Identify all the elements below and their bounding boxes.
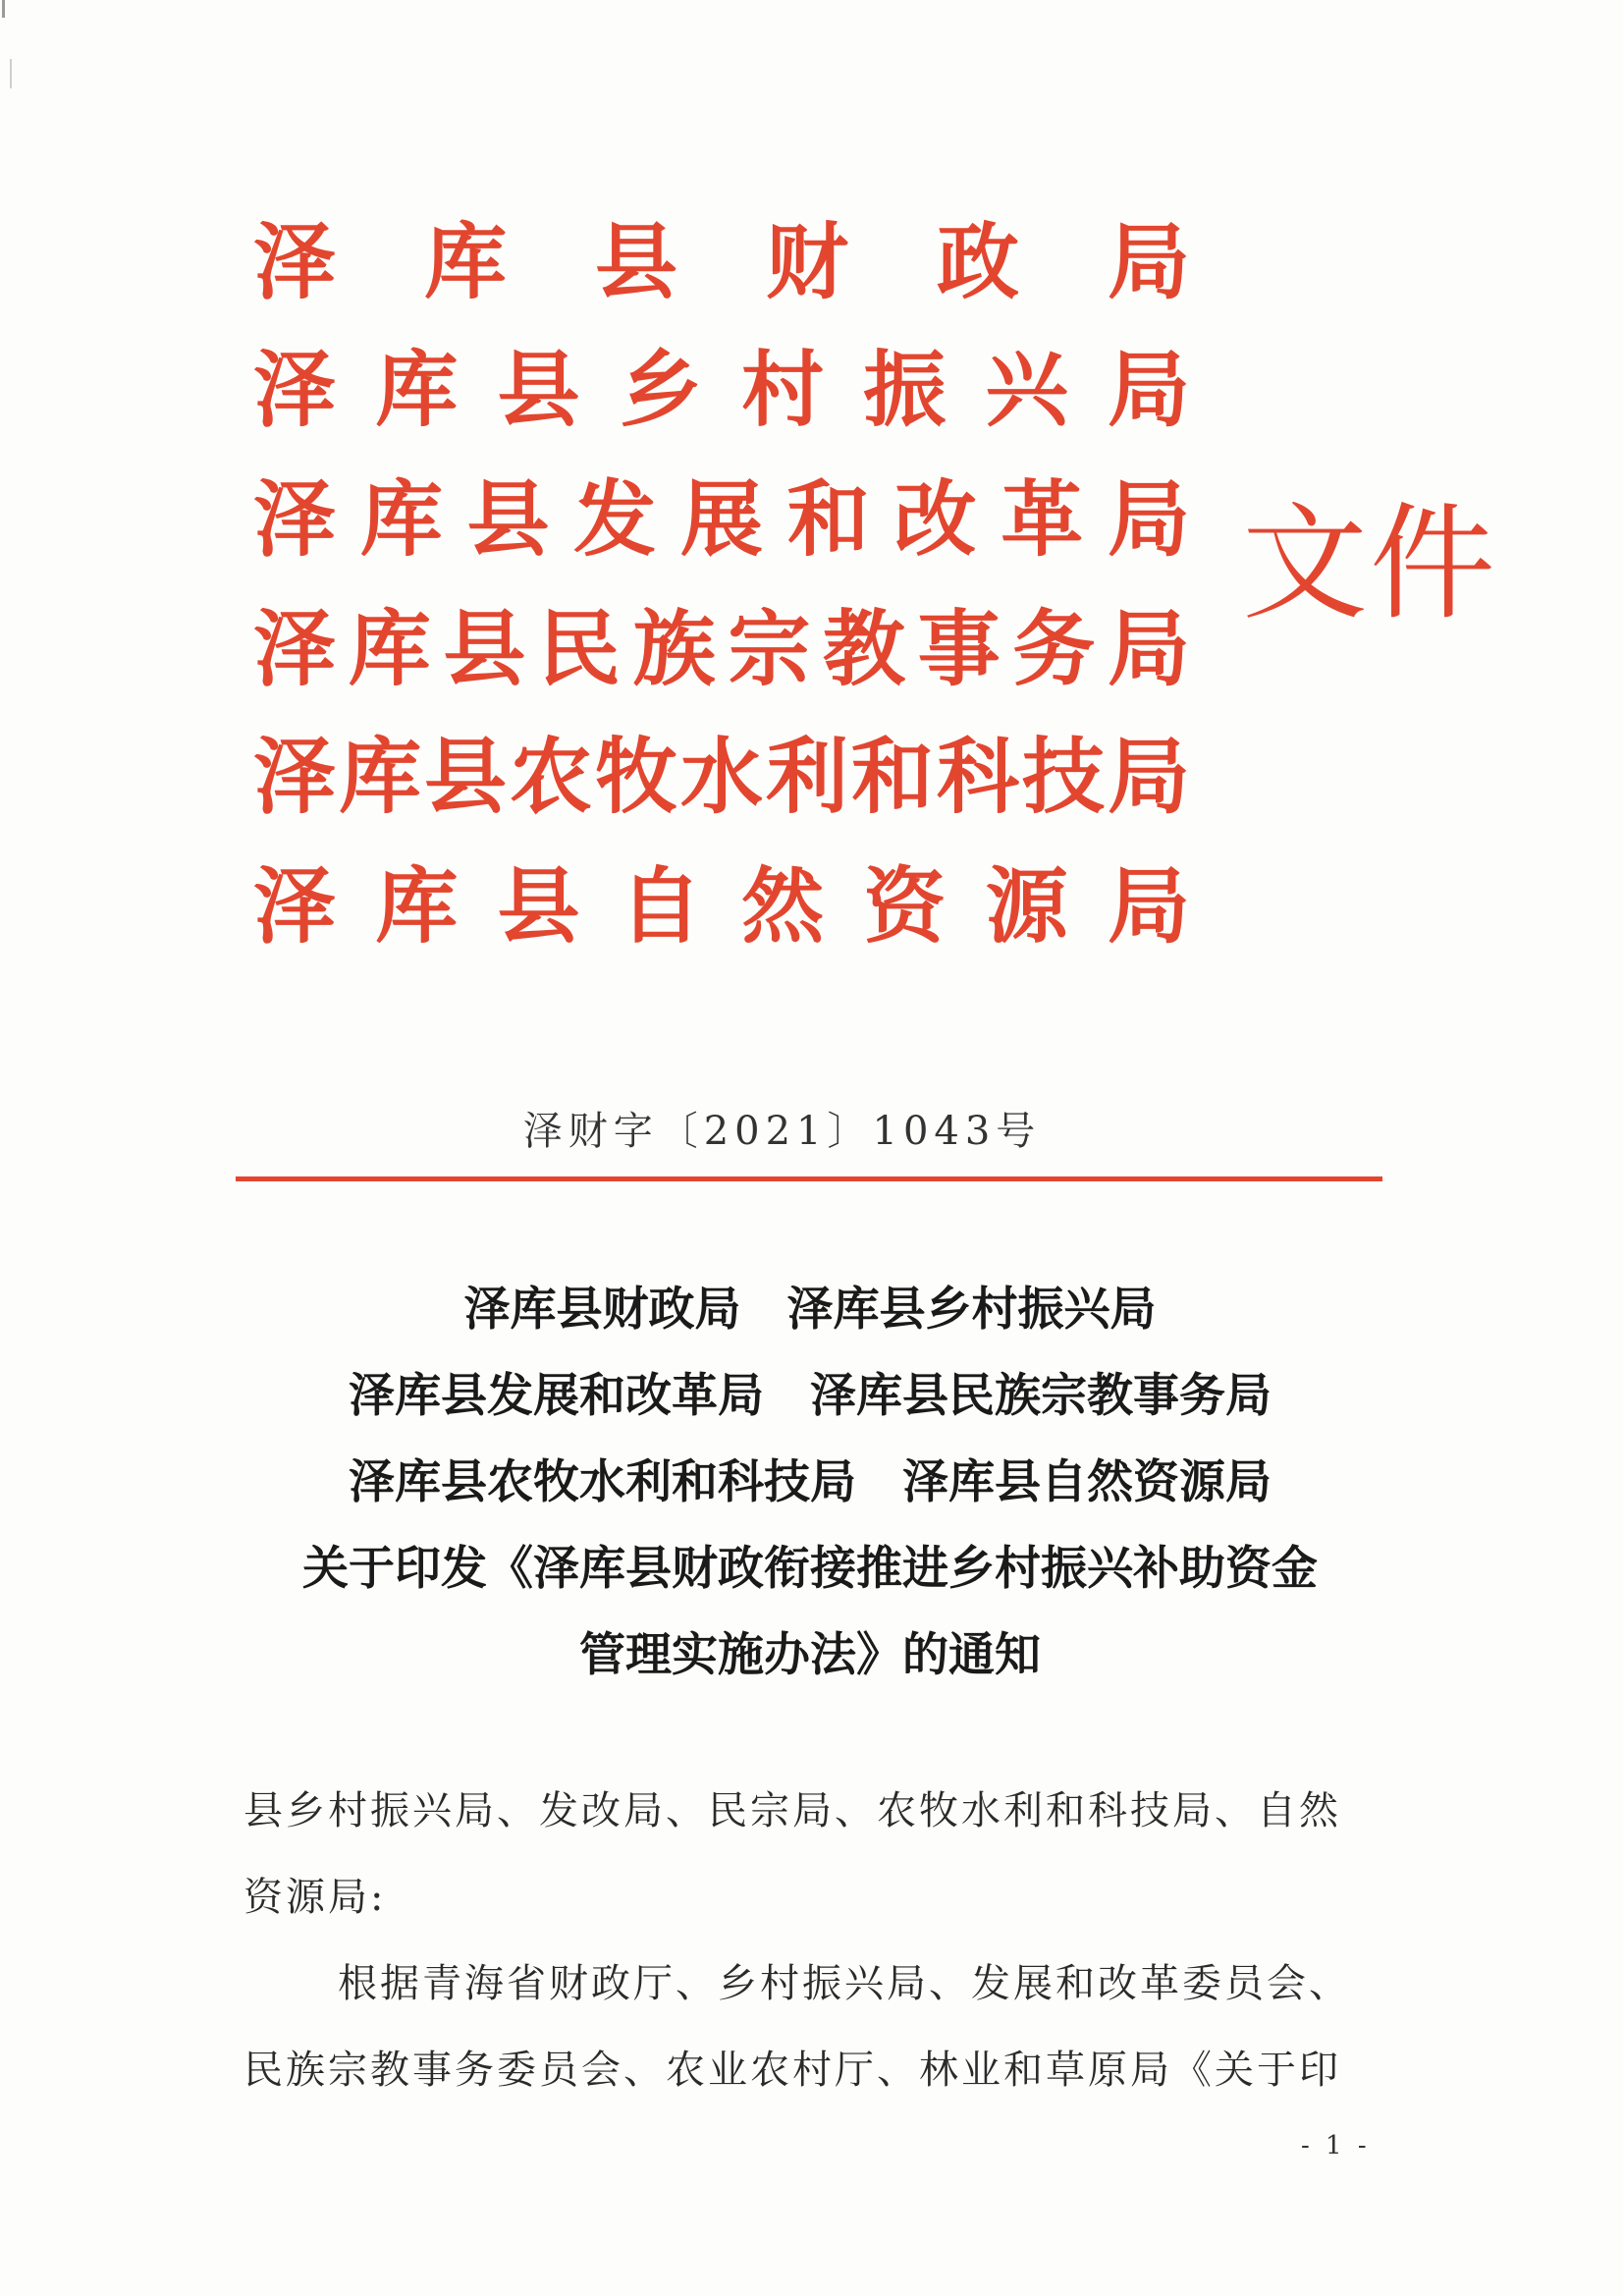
document-title <box>226 1267 1394 1699</box>
masthead-char: 县 <box>497 342 580 438</box>
masthead-char: 村 <box>741 342 825 438</box>
masthead-char: 局 <box>1107 601 1190 697</box>
recipients <box>243 1768 1392 1941</box>
masthead-char: 和 <box>850 729 934 825</box>
masthead-char: 局 <box>1107 729 1190 825</box>
masthead-char: 改 <box>893 471 977 568</box>
masthead-char: 技 <box>1021 729 1105 825</box>
masthead-char: 泽 <box>252 342 336 438</box>
masthead-char: 自 <box>619 858 702 955</box>
masthead-char: 库 <box>423 214 507 310</box>
recipients-line: 资源局: <box>243 1875 387 1920</box>
masthead-char: 务 <box>1012 601 1096 697</box>
masthead-char: 库 <box>375 342 459 438</box>
masthead-char: 库 <box>375 858 459 955</box>
masthead-char: 库 <box>338 729 421 825</box>
title-line: 泽库县财政局 泽库县乡村振兴局 <box>463 1283 1157 1337</box>
masthead-char: 资 <box>863 858 947 955</box>
masthead-char: 泽 <box>252 471 336 568</box>
masthead-char: 局 <box>1107 342 1190 438</box>
scan-artifact <box>2 0 5 18</box>
masthead-char: 族 <box>632 601 716 697</box>
masthead-char: 库 <box>359 471 443 568</box>
paragraph-line: 民族宗教事务委员会、农业农村厅、林业和草原局《关于印 <box>243 2048 1341 2093</box>
recipients-line: 县乡村振兴局、发改局、民宗局、农牧水利和科技局、自然 <box>243 1788 1341 1833</box>
masthead-char: 县 <box>443 601 526 697</box>
masthead-char: 然 <box>741 858 825 955</box>
masthead-char: 发 <box>573 471 657 568</box>
masthead-char: 利 <box>765 729 848 825</box>
body-paragraph <box>243 1941 1392 2113</box>
masthead-char: 财 <box>765 214 848 310</box>
masthead-char: 教 <box>822 601 905 697</box>
masthead-char: 泽 <box>252 214 336 310</box>
document-number: 泽财字〔2021〕1043号 <box>522 1109 1042 1154</box>
masthead-char: 源 <box>985 858 1068 955</box>
masthead-char: 和 <box>786 471 870 568</box>
masthead-char: 泽 <box>252 858 336 955</box>
masthead-char: 库 <box>348 601 431 697</box>
paragraph-line: 根据青海省财政厅、乡村振兴局、发展和改革委员会、 <box>338 1961 1351 2006</box>
masthead-char: 振 <box>863 342 947 438</box>
masthead-char: 泽 <box>252 729 336 825</box>
red-separator-line <box>236 1176 1382 1181</box>
title-line: 泽库县农牧水利和科技局 泽库县自然资源局 <box>349 1455 1271 1509</box>
masthead-char: 局 <box>1107 214 1190 310</box>
masthead-char: 局 <box>1107 858 1190 955</box>
masthead-char: 牧 <box>594 729 677 825</box>
masthead-char: 兴 <box>985 342 1068 438</box>
masthead-char: 农 <box>509 729 592 825</box>
scan-artifact <box>10 59 12 88</box>
title-line: 关于印发《泽库县财政衔接推进乡村振兴补助资金 <box>302 1542 1318 1596</box>
title-line: 管理实施办法》的通知 <box>579 1628 1041 1682</box>
masthead-char: 展 <box>679 471 763 568</box>
masthead-char: 县 <box>497 858 580 955</box>
masthead-char: 县 <box>466 471 550 568</box>
masthead-char: 水 <box>679 729 763 825</box>
masthead-char: 民 <box>537 601 621 697</box>
masthead-char: 革 <box>1001 471 1084 568</box>
masthead-char: 科 <box>936 729 1019 825</box>
masthead-char: 政 <box>936 214 1019 310</box>
masthead-char: 乡 <box>619 342 702 438</box>
masthead-char: 县 <box>594 214 677 310</box>
masthead-char: 局 <box>1107 471 1190 568</box>
page-number: - 1 - <box>1301 2131 1371 2160</box>
masthead-document-word: 文件 <box>1242 491 1498 637</box>
masthead-char: 宗 <box>728 601 811 697</box>
masthead-char: 泽 <box>252 601 336 697</box>
masthead-char: 事 <box>917 601 1001 697</box>
masthead-char: 县 <box>423 729 507 825</box>
title-line: 泽库县发展和改革局 泽库县民族宗教事务局 <box>349 1369 1271 1423</box>
